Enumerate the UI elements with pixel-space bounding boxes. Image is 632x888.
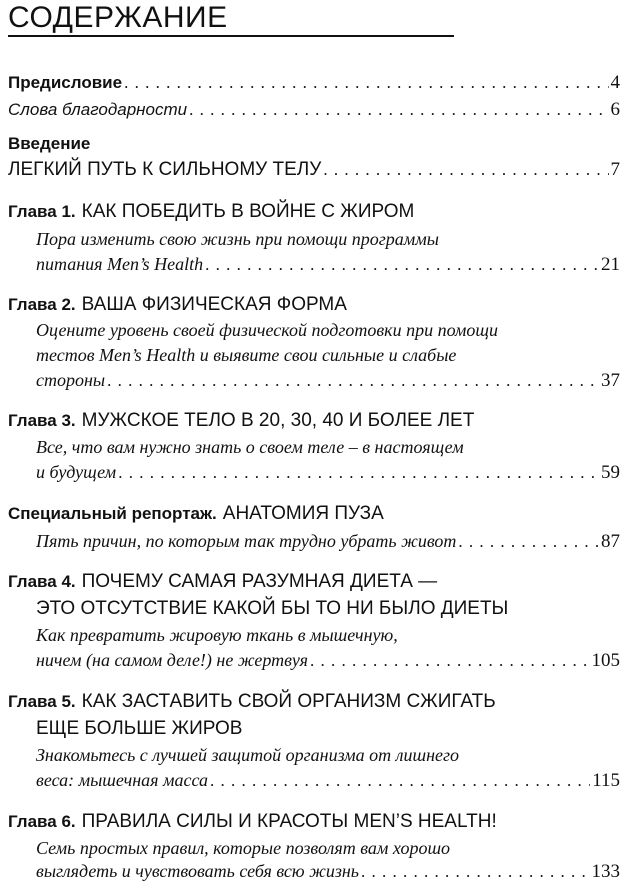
- page-number: 7: [610, 159, 620, 180]
- dot-leader: [107, 371, 599, 391]
- chapter-title: МУЖСКОЕ ТЕЛО В 20, 30, 40 И БОЛЕЕ ЛЕТ: [81, 410, 475, 431]
- chapter-subtitle: веса: мышечная масса: [36, 770, 208, 790]
- chapter-label: Глава 1.: [8, 202, 76, 221]
- entry-title: ЛЕГКИЙ ПУТЬ К СИЛЬНОМУ ТЕЛУ: [8, 159, 322, 180]
- toc-entry-preface[interactable]: [8, 72, 620, 98]
- toc-entry-ch1[interactable]: [8, 201, 620, 227]
- chapter-subtitle: ничем (на самом деле!) не жертвуя: [36, 650, 308, 670]
- chapter-subtitle-line: [36, 770, 620, 796]
- chapter-subtitle-line: [36, 254, 620, 280]
- page-number: 59: [601, 462, 620, 483]
- dot-leader: [310, 651, 590, 671]
- page-number: 115: [592, 770, 620, 791]
- chapter-subtitle-line: [36, 229, 620, 255]
- chapter-title: КАК ПОБЕДИТЬ В ВОЙНЕ С ЖИРОМ: [81, 201, 415, 222]
- chapter-subtitle-line: [36, 650, 620, 676]
- chapter-subtitle: Оцените уровень своей физической подготовки при помощи: [36, 320, 498, 340]
- chapter-subtitle-line: [36, 320, 620, 346]
- entry-label: Предисловие: [8, 73, 123, 92]
- chapter-subtitle-line: [36, 745, 620, 771]
- dot-leader: [323, 160, 608, 180]
- chapter-title: ПОЧЕМУ САМАЯ РАЗУМНАЯ ДИЕТА —: [81, 571, 438, 592]
- chapter-subtitle-line: [36, 370, 620, 396]
- dot-leader: [118, 463, 599, 483]
- chapter-label: Специальный репортаж.: [8, 504, 217, 523]
- chapter-subtitle: Семь простых правил, которые позволят вам хорошо: [36, 838, 451, 858]
- page-number: 6: [610, 99, 620, 120]
- page-number: 87: [601, 531, 620, 552]
- toc-entry-special[interactable]: [8, 503, 620, 529]
- chapter-label: Глава 5.: [8, 692, 76, 711]
- toc-entry-ch2[interactable]: [8, 294, 620, 320]
- chapter-label: Глава 6.: [8, 812, 76, 831]
- title-underline: [8, 35, 454, 37]
- toc-entry-intro[interactable]: [8, 159, 620, 185]
- chapter-title-line: [36, 598, 620, 624]
- chapter-subtitle: и будущем: [36, 462, 117, 482]
- chapter-title: ЕЩЕ БОЛЬШЕ ЖИРОВ: [36, 718, 243, 739]
- page-number: 4: [610, 72, 620, 93]
- chapter-subtitle: стороны: [36, 370, 106, 390]
- chapter-subtitle: Пора изменить свою жизнь при помощи программы: [36, 229, 439, 249]
- chapter-subtitle: Все, что вам нужно знать о своем теле – в настоящем: [36, 437, 464, 457]
- page-number: 133: [591, 861, 620, 882]
- entry-label: Слова благодарности: [8, 100, 188, 119]
- chapter-subtitle: тестов Men’s Health и выявите свои сильные и слабые: [36, 345, 457, 365]
- chapter-subtitle: выглядеть и чувствовать себя всю жизнь: [36, 861, 359, 881]
- dot-leader: [361, 862, 590, 882]
- toc-entry-ch3[interactable]: [8, 410, 620, 436]
- toc-entry-ch6[interactable]: [8, 811, 620, 837]
- chapter-title: ПРАВИЛА СИЛЫ И КРАСОТЫ MEN’S HEALTH!: [81, 811, 497, 832]
- chapter-title: ЭТО ОТСУТСТВИЕ КАКОЙ БЫ ТО НИ БЫЛО ДИЕТЫ: [36, 598, 509, 619]
- chapter-title: КАК ЗАСТАВИТЬ СВОЙ ОРГАНИЗМ СЖИГАТЬ: [81, 691, 496, 712]
- chapter-subtitle-line: [36, 462, 620, 488]
- chapter-subtitle: питания Men’s Health: [36, 254, 204, 274]
- dot-leader: [458, 532, 599, 552]
- page-number: 105: [591, 650, 620, 671]
- dot-leader: [210, 771, 590, 791]
- chapter-subtitle: Как превратить жировую ткань в мышечную,: [36, 625, 398, 645]
- chapter-subtitle: Знакомьтесь с лучшей защитой организма от лишнего: [36, 745, 460, 765]
- toc-entry-thanks[interactable]: [8, 99, 620, 125]
- chapter-subtitle-line: [36, 437, 620, 463]
- dot-leader: [205, 255, 599, 275]
- chapter-title-line: [36, 718, 620, 744]
- toc-entry-ch5[interactable]: [8, 691, 620, 717]
- toc-entry-ch4[interactable]: [8, 571, 620, 597]
- chapter-label: Глава 4.: [8, 572, 76, 591]
- dot-leader: [124, 73, 608, 93]
- page-number: 21: [601, 254, 620, 275]
- chapter-subtitle-line: [36, 861, 620, 887]
- chapter-title: АНАТОМИЯ ПУЗА: [222, 503, 384, 524]
- entry-label: Введение: [8, 134, 91, 153]
- chapter-label: Глава 2.: [8, 295, 76, 314]
- chapter-subtitle-line: [36, 625, 620, 651]
- chapter-label: Глава 3.: [8, 411, 76, 430]
- chapter-subtitle: Пять причин, по которым так трудно убрать живот: [36, 531, 457, 551]
- chapter-subtitle-line: [36, 531, 620, 557]
- toc-entry-intro-label: [8, 134, 620, 160]
- dot-leader: [189, 100, 608, 120]
- chapter-subtitle-line: [36, 345, 620, 371]
- chapter-title: ВАША ФИЗИЧЕСКАЯ ФОРМА: [81, 294, 347, 315]
- page-number: 37: [601, 370, 620, 391]
- page-title: СОДЕРЖАНИЕ: [8, 1, 228, 34]
